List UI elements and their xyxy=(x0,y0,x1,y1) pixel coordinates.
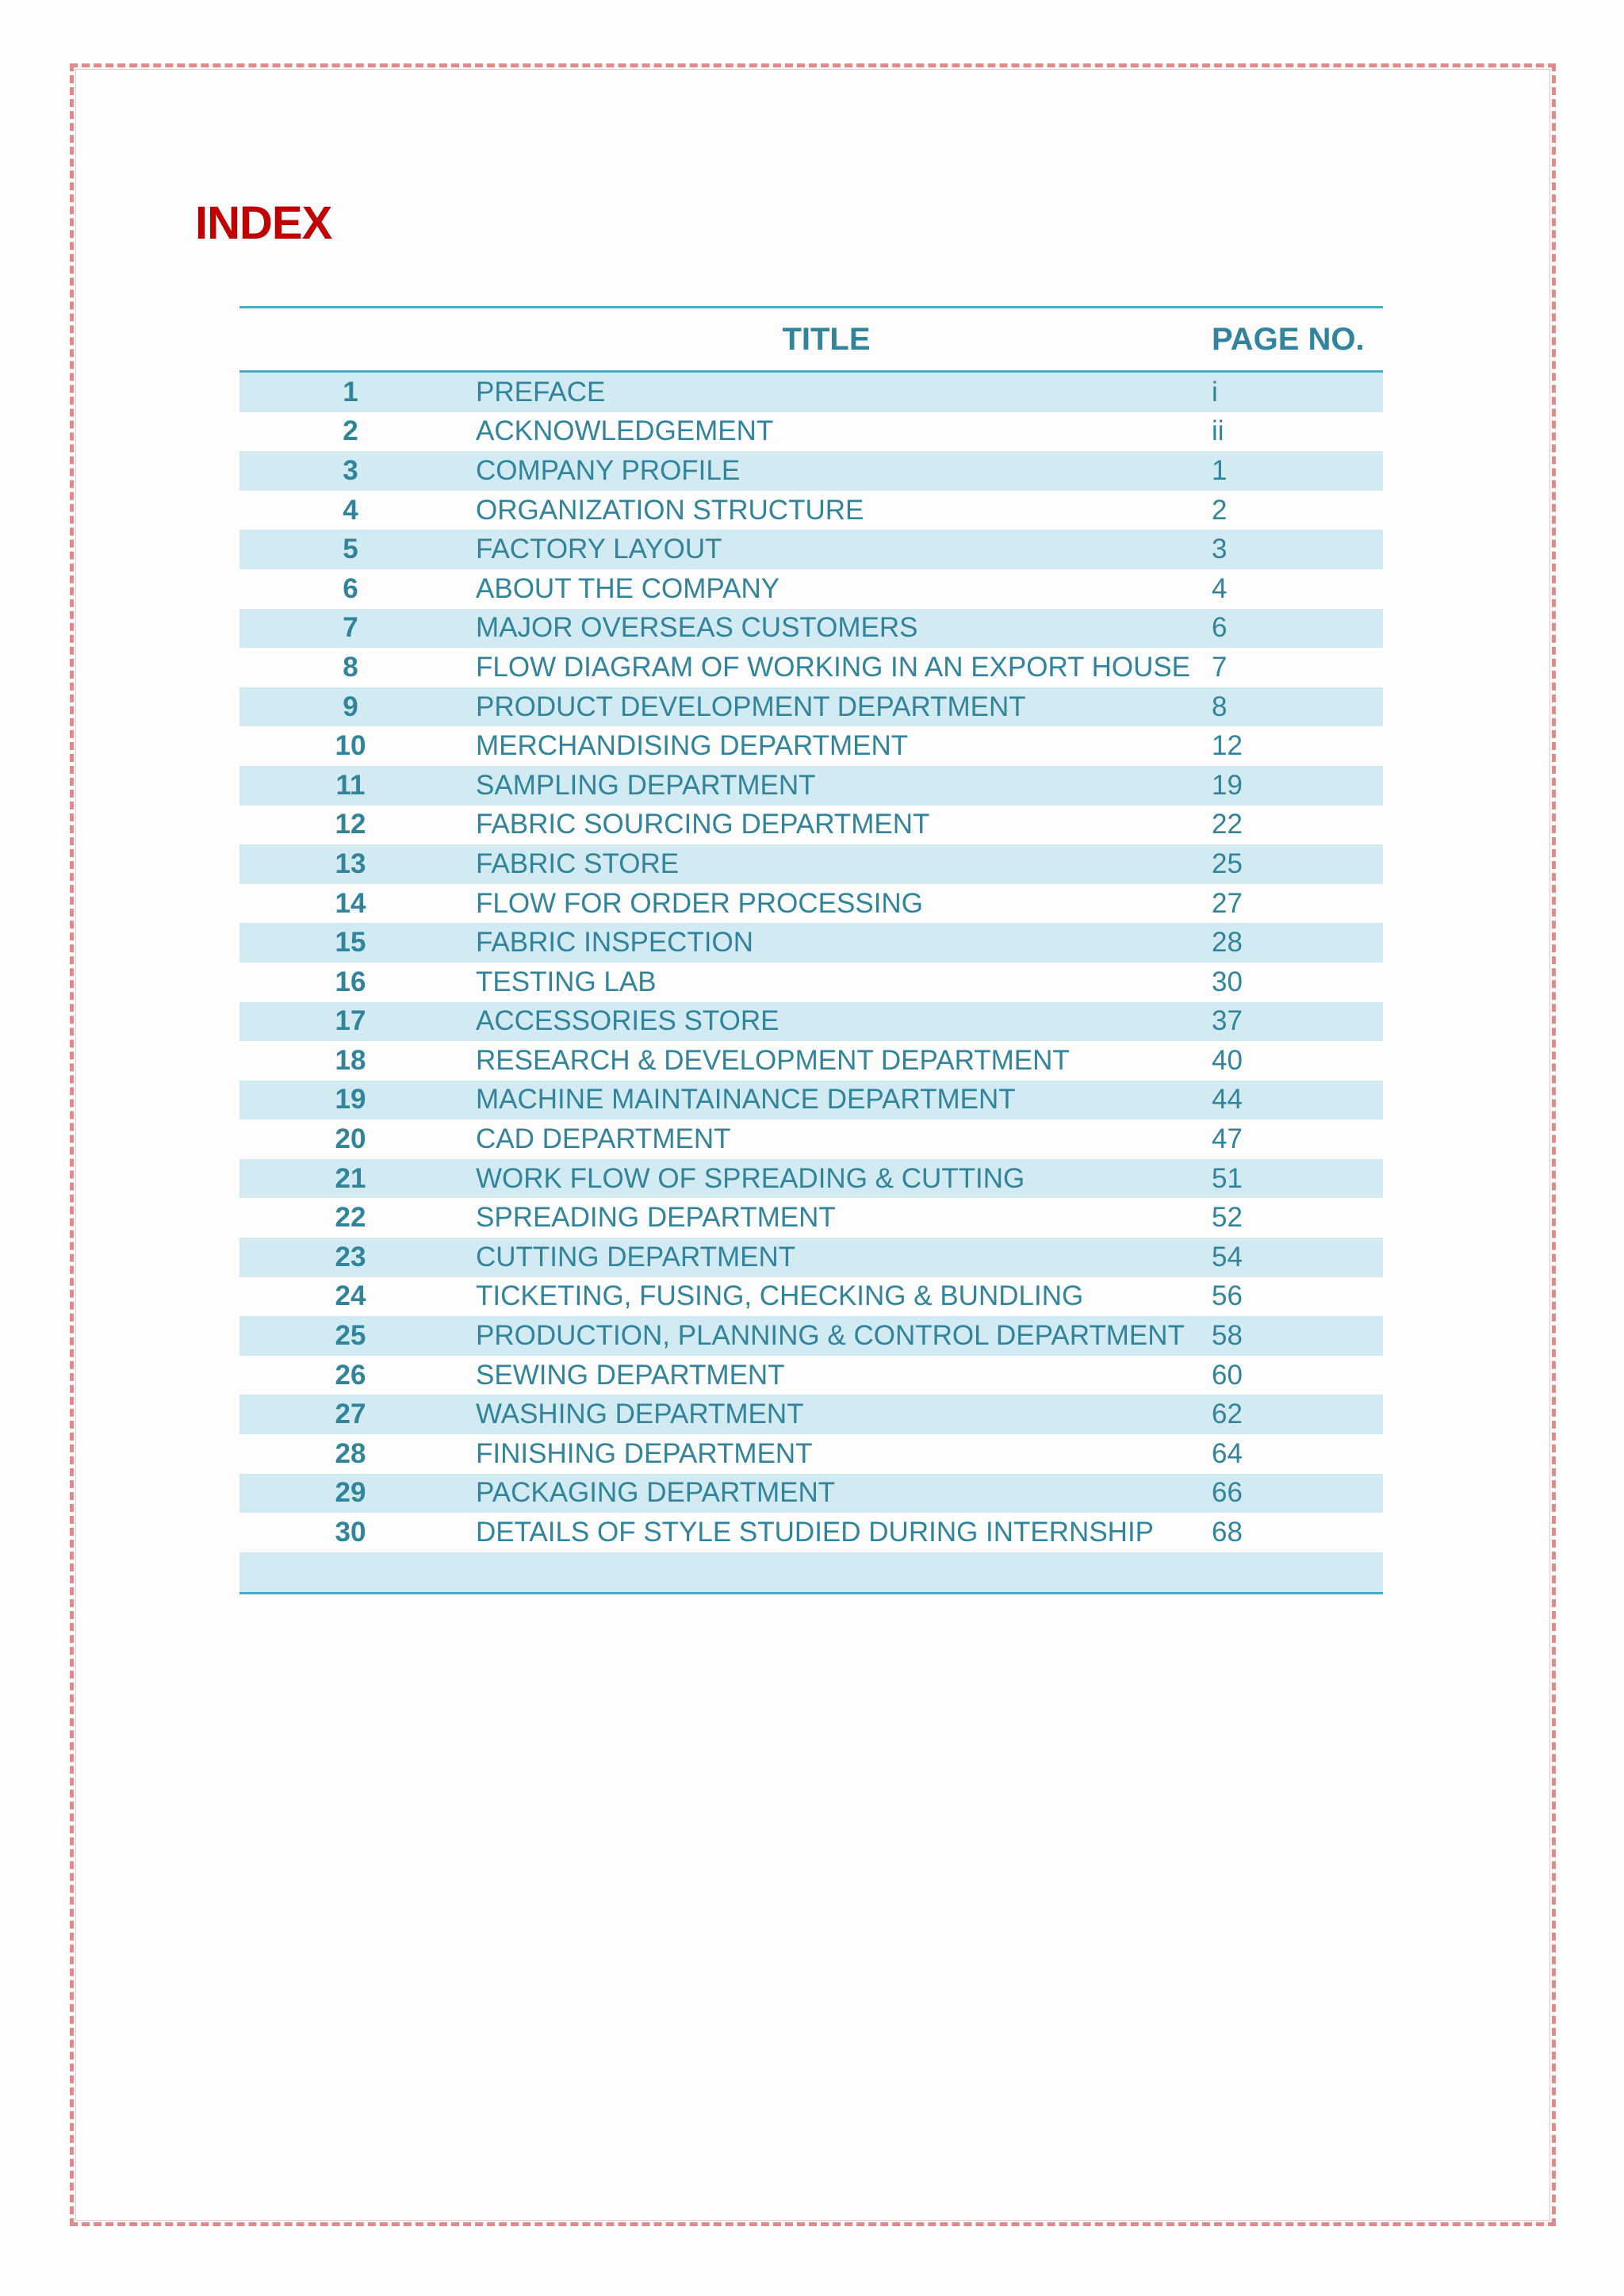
row-title: CAD DEPARTMENT xyxy=(462,1119,1191,1159)
row-page-number: 47 xyxy=(1191,1119,1383,1159)
row-number: 12 xyxy=(239,806,462,845)
table-row xyxy=(239,412,1383,452)
row-page-number: 1 xyxy=(1191,451,1383,491)
row-page-number: 52 xyxy=(1191,1198,1383,1238)
row-number: 5 xyxy=(239,530,462,569)
row-page-number: 58 xyxy=(1191,1316,1383,1356)
row-title: SEWING DEPARTMENT xyxy=(462,1356,1191,1395)
header-number xyxy=(239,308,462,372)
row-page-number: 44 xyxy=(1191,1081,1383,1120)
table-row xyxy=(239,687,1383,727)
row-title: TESTING LAB xyxy=(462,962,1191,1002)
row-number: 16 xyxy=(239,962,462,1002)
row-page-number: 4 xyxy=(1191,569,1383,609)
header-page-no: PAGE NO. xyxy=(1191,308,1383,372)
table-row xyxy=(239,923,1383,962)
table-row xyxy=(239,844,1383,884)
row-number: 6 xyxy=(239,569,462,609)
row-title: FLOW DIAGRAM OF WORKING IN AN EXPORT HOUSE xyxy=(462,648,1191,687)
row-title: ACCESSORIES STORE xyxy=(462,1002,1191,1042)
row-number: 8 xyxy=(239,648,462,687)
row-page-number: 68 xyxy=(1191,1513,1383,1552)
row-title: CUTTING DEPARTMENT xyxy=(462,1238,1191,1277)
row-number: 26 xyxy=(239,1356,462,1395)
empty-cell xyxy=(462,1552,1191,1594)
row-page-number: 3 xyxy=(1191,530,1383,569)
row-number: 4 xyxy=(239,491,462,530)
row-number: 25 xyxy=(239,1316,462,1356)
row-number: 22 xyxy=(239,1198,462,1238)
table-row xyxy=(239,1513,1383,1552)
table-row xyxy=(239,1041,1383,1081)
row-number: 13 xyxy=(239,844,462,884)
row-number: 2 xyxy=(239,412,462,452)
table-row xyxy=(239,884,1383,924)
row-page-number: 7 xyxy=(1191,648,1383,687)
row-title: MAJOR OVERSEAS CUSTOMERS xyxy=(462,609,1191,649)
row-title: SAMPLING DEPARTMENT xyxy=(462,766,1191,806)
row-title: ABOUT THE COMPANY xyxy=(462,569,1191,609)
row-title: PRODUCT DEVELOPMENT DEPARTMENT xyxy=(462,687,1191,727)
row-number: 15 xyxy=(239,923,462,962)
row-title: COMPANY PROFILE xyxy=(462,451,1191,491)
row-page-number: 51 xyxy=(1191,1159,1383,1199)
row-title: FLOW FOR ORDER PROCESSING xyxy=(462,884,1191,924)
index-table-header xyxy=(239,308,1383,372)
row-number: 17 xyxy=(239,1002,462,1042)
row-page-number: 28 xyxy=(1191,923,1383,962)
row-page-number: 30 xyxy=(1191,962,1383,1002)
row-page-number: 8 xyxy=(1191,687,1383,727)
table-row xyxy=(239,569,1383,609)
row-page-number: 60 xyxy=(1191,1356,1383,1395)
row-number: 19 xyxy=(239,1081,462,1120)
row-number: 1 xyxy=(239,372,462,412)
table-row xyxy=(239,1395,1383,1434)
row-page-number: ii xyxy=(1191,412,1383,452)
index-table xyxy=(239,306,1383,1594)
table-row xyxy=(239,609,1383,649)
row-number: 18 xyxy=(239,1041,462,1081)
page-title: INDEX xyxy=(195,197,332,249)
table-row xyxy=(239,530,1383,569)
row-title: DETAILS OF STYLE STUDIED DURING INTERNSHIP xyxy=(462,1513,1191,1552)
table-row xyxy=(239,1002,1383,1042)
row-title: PRODUCTION, PLANNING & CONTROL DEPARTMENT xyxy=(462,1316,1191,1356)
row-number: 28 xyxy=(239,1434,462,1474)
table-row xyxy=(239,1434,1383,1474)
row-title: WORK FLOW OF SPREADING & CUTTING xyxy=(462,1159,1191,1199)
row-title: FABRIC INSPECTION xyxy=(462,923,1191,962)
header-row xyxy=(239,308,1383,372)
row-title: WASHING DEPARTMENT xyxy=(462,1395,1191,1434)
index-table-body xyxy=(239,372,1383,1594)
table-row xyxy=(239,1474,1383,1513)
row-title: FABRIC SOURCING DEPARTMENT xyxy=(462,806,1191,845)
row-page-number: 56 xyxy=(1191,1277,1383,1317)
empty-row xyxy=(239,1552,1383,1594)
row-number: 24 xyxy=(239,1277,462,1317)
table-row xyxy=(239,1119,1383,1159)
table-row xyxy=(239,451,1383,491)
row-page-number: 37 xyxy=(1191,1002,1383,1042)
row-title: MACHINE MAINTAINANCE DEPARTMENT xyxy=(462,1081,1191,1120)
row-page-number: 25 xyxy=(1191,844,1383,884)
row-page-number: 62 xyxy=(1191,1395,1383,1434)
row-page-number: 6 xyxy=(1191,609,1383,649)
row-page-number: 22 xyxy=(1191,806,1383,845)
row-number: 23 xyxy=(239,1238,462,1277)
row-title: SPREADING DEPARTMENT xyxy=(462,1198,1191,1238)
row-number: 30 xyxy=(239,1513,462,1552)
table-row xyxy=(239,372,1383,412)
table-row xyxy=(239,1081,1383,1120)
row-title: MERCHANDISING DEPARTMENT xyxy=(462,726,1191,766)
table-row xyxy=(239,766,1383,806)
row-number: 14 xyxy=(239,884,462,924)
table-row xyxy=(239,1316,1383,1356)
row-title: FABRIC STORE xyxy=(462,844,1191,884)
row-page-number: 66 xyxy=(1191,1474,1383,1513)
row-number: 7 xyxy=(239,609,462,649)
row-number: 20 xyxy=(239,1119,462,1159)
table-row xyxy=(239,1238,1383,1277)
row-title: ORGANIZATION STRUCTURE xyxy=(462,491,1191,530)
row-title: TICKETING, FUSING, CHECKING & BUNDLING xyxy=(462,1277,1191,1317)
table-row xyxy=(239,726,1383,766)
table-row xyxy=(239,1159,1383,1199)
table-row xyxy=(239,962,1383,1002)
row-page-number: 54 xyxy=(1191,1238,1383,1277)
row-number: 29 xyxy=(239,1474,462,1513)
row-page-number: 27 xyxy=(1191,884,1383,924)
table-row xyxy=(239,1356,1383,1395)
row-page-number: 2 xyxy=(1191,491,1383,530)
row-number: 9 xyxy=(239,687,462,727)
row-number: 3 xyxy=(239,451,462,491)
row-title: ACKNOWLEDGEMENT xyxy=(462,412,1191,452)
row-page-number: 19 xyxy=(1191,766,1383,806)
table-row xyxy=(239,648,1383,687)
header-title: TITLE xyxy=(462,308,1191,372)
row-number: 10 xyxy=(239,726,462,766)
table-row xyxy=(239,806,1383,845)
table-row xyxy=(239,491,1383,530)
row-page-number: i xyxy=(1191,372,1383,412)
row-title: RESEARCH & DEVELOPMENT DEPARTMENT xyxy=(462,1041,1191,1081)
row-number: 27 xyxy=(239,1395,462,1434)
row-number: 21 xyxy=(239,1159,462,1199)
table-row xyxy=(239,1198,1383,1238)
row-title: PREFACE xyxy=(462,372,1191,412)
row-title: PACKAGING DEPARTMENT xyxy=(462,1474,1191,1513)
row-page-number: 40 xyxy=(1191,1041,1383,1081)
empty-cell xyxy=(239,1552,462,1594)
row-page-number: 12 xyxy=(1191,726,1383,766)
row-number: 11 xyxy=(239,766,462,806)
row-title: FACTORY LAYOUT xyxy=(462,530,1191,569)
empty-cell xyxy=(1191,1552,1383,1594)
row-title: FINISHING DEPARTMENT xyxy=(462,1434,1191,1474)
table-row xyxy=(239,1277,1383,1317)
row-page-number: 64 xyxy=(1191,1434,1383,1474)
